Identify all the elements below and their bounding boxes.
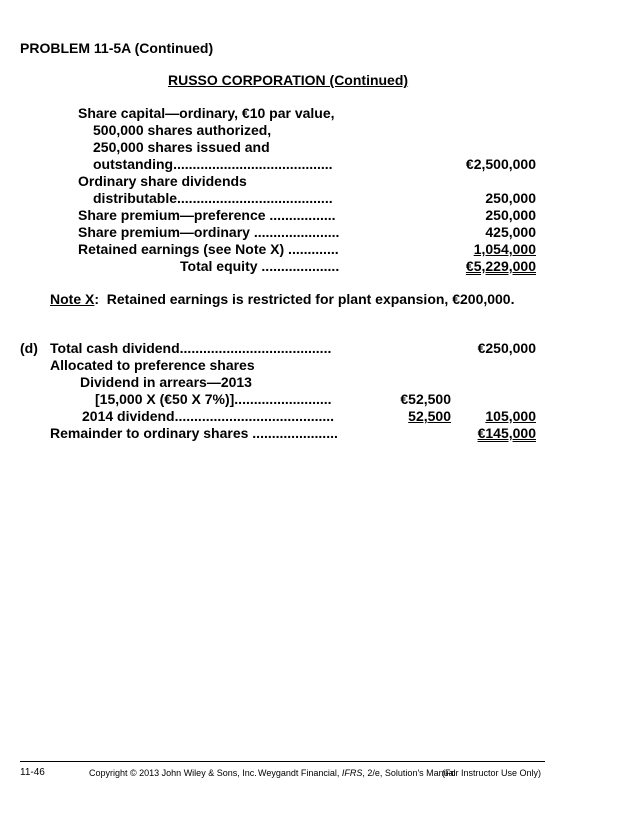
footer-book-prefix: Weygandt Financial, — [258, 768, 342, 778]
share-capital-line1: Share capital—ordinary, €10 par value, — [78, 105, 335, 121]
total-cash-dividend-label: Total cash dividend....................................... — [50, 340, 332, 356]
preference-subtotal — [400, 408, 536, 424]
retained-amount-value: 1,054,000 — [473, 241, 536, 257]
preference-subtotal-value: 105,000 — [485, 408, 536, 424]
footer-book — [258, 768, 456, 779]
premium-ord-amount: 425,000 — [485, 224, 536, 240]
arrears-amount: €52,500 — [400, 391, 451, 407]
company-title: RUSSO CORPORATION (Continued) — [168, 72, 409, 88]
premium-pref-amount: 250,000 — [485, 207, 536, 223]
footer-book-italic: IFRS — [341, 768, 363, 778]
dividends-amount: 250,000 — [485, 190, 536, 206]
dividends-line1: Ordinary share dividends — [78, 173, 247, 189]
total-equity-amount — [400, 258, 536, 274]
allocated-label: Allocated to preference shares — [50, 357, 255, 373]
total-equity-value: €5,229,000 — [465, 258, 536, 274]
dividends-line2: distributable........................................ — [93, 190, 333, 206]
remainder-label: Remainder to ordinary shares ...................... — [50, 425, 338, 441]
premium-pref-label: Share premium—preference ................. — [78, 207, 336, 223]
share-capital-line4: outstanding......................................... — [93, 156, 333, 172]
footer-page-number: 11-46 — [20, 767, 45, 778]
share-capital-amount: €2,500,000 — [465, 156, 536, 172]
arrears-label: Dividend in arrears—2013 — [80, 374, 252, 390]
problem-title: PROBLEM 11-5A (Continued) — [20, 40, 214, 56]
note-x — [50, 291, 515, 307]
footer-rule — [20, 761, 545, 762]
share-capital-line3: 250,000 shares issued and — [93, 139, 270, 155]
part-d-marker: (d) — [20, 340, 38, 356]
dividend-2014-value: 52,500 — [408, 408, 451, 424]
dividend-2014-label: 2014 dividend......................................... — [82, 408, 335, 424]
note-x-label: Note X — [50, 291, 95, 307]
note-x-text: : Retained earnings is restricted for plant expansion, €200,000. — [94, 291, 515, 307]
remainder-value: €145,000 — [477, 425, 536, 441]
footer-book-suffix: , 2/e, Solution's Manual — [362, 768, 456, 778]
total-cash-dividend-amount: €250,000 — [477, 340, 536, 356]
premium-ord-label: Share premium—ordinary ...................... — [78, 224, 340, 240]
footer-note: (For Instructor Use Only) — [442, 768, 542, 778]
share-capital-line2: 500,000 shares authorized, — [93, 122, 272, 138]
retained-label: Retained earnings (see Note X) ............. — [78, 241, 339, 257]
arrears-detail: [15,000 X (€50 X 7%)]......................... — [95, 391, 332, 407]
footer-copyright: Copyright © 2013 John Wiley & Sons, Inc. — [89, 768, 257, 778]
retained-amount — [400, 241, 536, 257]
total-equity-label: Total equity .................... — [180, 258, 340, 274]
remainder-amount — [400, 425, 536, 441]
